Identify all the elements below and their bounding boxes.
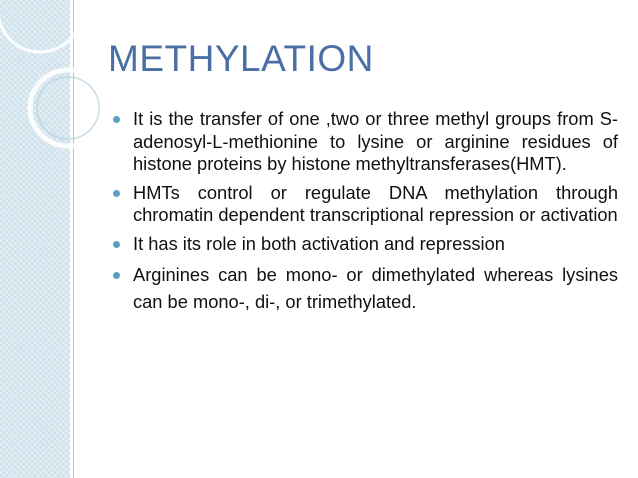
bullet-dot-icon xyxy=(113,241,120,248)
bullet-dot-icon xyxy=(113,116,120,123)
bullet-list xyxy=(108,108,618,321)
bullet-text: It has its role in both activation and repression xyxy=(133,232,505,254)
bullet-text: Arginines can be mono- or dimethylated whereas lysines can be mono-, di-, or trimethylated. xyxy=(133,264,618,312)
slide-title: METHYLATION xyxy=(108,38,374,79)
bullet-text: HMTs control or regulate DNA methylation through chromatin dependent transcriptional repression or activation xyxy=(133,181,618,225)
bullet-dot-icon xyxy=(113,190,120,197)
bullet-text: It is the transfer of one ,two or three methyl groups from S-adenosyl-L-methionine to lysine or arginine residues of histone proteins by histone methyltransferases(HMT). xyxy=(133,108,618,174)
bullet-item xyxy=(108,182,618,227)
bullet-item xyxy=(108,108,618,176)
bullet-item xyxy=(108,233,618,256)
decorative-circles xyxy=(0,0,120,170)
bullet-dot-icon xyxy=(113,272,120,279)
bullet-item xyxy=(108,261,618,315)
